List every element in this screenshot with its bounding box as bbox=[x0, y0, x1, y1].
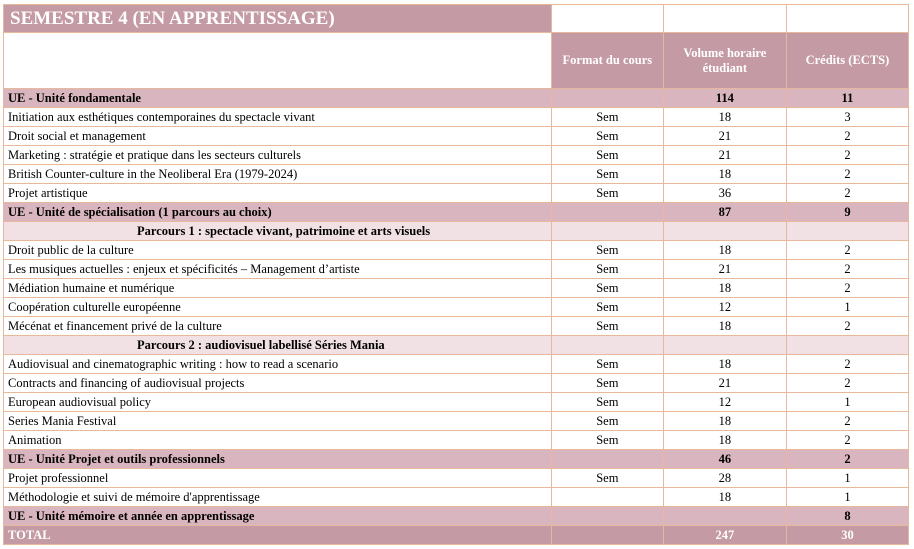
course-format: Sem bbox=[551, 298, 663, 317]
course-volume: 18 bbox=[663, 108, 786, 127]
course-name: Projet artistique bbox=[4, 184, 552, 203]
total-credits: 30 bbox=[786, 526, 908, 545]
course-name: Les musiques actuelles : enjeux et spécificités – Management d’artiste bbox=[4, 260, 552, 279]
course-credits: 2 bbox=[786, 317, 908, 336]
course-credits: 2 bbox=[786, 127, 908, 146]
course-format: Sem bbox=[551, 127, 663, 146]
course-name: Projet professionnel bbox=[4, 469, 552, 488]
course-format: Sem bbox=[551, 279, 663, 298]
table-row bbox=[4, 469, 909, 488]
header-volume: Volume horaire étudiant bbox=[663, 33, 786, 89]
course-format: Sem bbox=[551, 260, 663, 279]
course-name: Droit social et management bbox=[4, 127, 552, 146]
course-volume: 21 bbox=[663, 260, 786, 279]
table-row bbox=[4, 298, 909, 317]
ue-credits: 9 bbox=[786, 203, 908, 222]
course-name: Méthodologie et suivi de mémoire d'apprentissage bbox=[4, 488, 552, 507]
course-volume: 18 bbox=[663, 355, 786, 374]
course-volume: 21 bbox=[663, 146, 786, 165]
course-volume: 12 bbox=[663, 298, 786, 317]
course-name: Mécénat et financement privé de la culture bbox=[4, 317, 552, 336]
course-name: Droit public de la culture bbox=[4, 241, 552, 260]
table-row bbox=[4, 431, 909, 450]
course-format: Sem bbox=[551, 317, 663, 336]
table-row bbox=[4, 241, 909, 260]
course-credits: 2 bbox=[786, 260, 908, 279]
course-volume: 18 bbox=[663, 488, 786, 507]
course-format: Sem bbox=[551, 165, 663, 184]
course-credits: 1 bbox=[786, 469, 908, 488]
course-credits: 2 bbox=[786, 184, 908, 203]
course-credits: 1 bbox=[786, 393, 908, 412]
course-name: Series Mania Festival bbox=[4, 412, 552, 431]
course-credits: 2 bbox=[786, 412, 908, 431]
course-name: Marketing : stratégie et pratique dans les secteurs culturels bbox=[4, 146, 552, 165]
course-name: British Counter-culture in the Neoliberal Era (1979-2024) bbox=[4, 165, 552, 184]
course-format: Sem bbox=[551, 412, 663, 431]
course-format: Sem bbox=[551, 146, 663, 165]
course-format: Sem bbox=[551, 393, 663, 412]
course-volume: 18 bbox=[663, 165, 786, 184]
ue-volume bbox=[663, 507, 786, 526]
semester-title: SEMESTRE 4 (EN APPRENTISSAGE) bbox=[4, 5, 552, 33]
table-row bbox=[4, 184, 909, 203]
semester-table bbox=[3, 4, 909, 545]
table-row bbox=[4, 374, 909, 393]
table-row bbox=[4, 412, 909, 431]
course-volume: 28 bbox=[663, 469, 786, 488]
table-row bbox=[4, 355, 909, 374]
course-credits: 2 bbox=[786, 279, 908, 298]
course-credits: 1 bbox=[786, 488, 908, 507]
ue-row bbox=[4, 507, 909, 526]
header-format: Format du cours bbox=[551, 33, 663, 89]
ue-credits: 11 bbox=[786, 89, 908, 108]
course-name: Médiation humaine et numérique bbox=[4, 279, 552, 298]
course-volume: 12 bbox=[663, 393, 786, 412]
parcours-label: Parcours 1 : spectacle vivant, patrimoine et arts visuels bbox=[4, 222, 552, 241]
course-credits: 2 bbox=[786, 374, 908, 393]
ue-row bbox=[4, 450, 909, 469]
course-volume: 18 bbox=[663, 317, 786, 336]
course-name: Contracts and financing of audiovisual projects bbox=[4, 374, 552, 393]
total-label: TOTAL bbox=[4, 526, 552, 545]
course-credits: 2 bbox=[786, 165, 908, 184]
ue-volume: 87 bbox=[663, 203, 786, 222]
course-volume: 21 bbox=[663, 127, 786, 146]
course-name: Audiovisual and cinematographic writing : how to read a scenario bbox=[4, 355, 552, 374]
course-format bbox=[551, 488, 663, 507]
course-format: Sem bbox=[551, 241, 663, 260]
course-credits: 2 bbox=[786, 241, 908, 260]
course-format: Sem bbox=[551, 355, 663, 374]
course-credits: 1 bbox=[786, 298, 908, 317]
course-volume: 18 bbox=[663, 412, 786, 431]
ue-credits: 8 bbox=[786, 507, 908, 526]
table-row bbox=[4, 127, 909, 146]
ue-volume: 114 bbox=[663, 89, 786, 108]
table-row bbox=[4, 279, 909, 298]
table-row bbox=[4, 393, 909, 412]
total-row bbox=[4, 526, 909, 545]
header-row bbox=[4, 33, 909, 89]
course-volume: 36 bbox=[663, 184, 786, 203]
parcours-label: Parcours 2 : audiovisuel labellisé Séries Mania bbox=[4, 336, 552, 355]
course-name: Animation bbox=[4, 431, 552, 450]
table-row bbox=[4, 488, 909, 507]
course-format: Sem bbox=[551, 374, 663, 393]
course-format: Sem bbox=[551, 431, 663, 450]
table-row bbox=[4, 108, 909, 127]
course-credits: 2 bbox=[786, 146, 908, 165]
header-credits: Crédits (ECTS) bbox=[786, 33, 908, 89]
table-row bbox=[4, 146, 909, 165]
course-name: Coopération culturelle européenne bbox=[4, 298, 552, 317]
total-volume: 247 bbox=[663, 526, 786, 545]
table-row bbox=[4, 317, 909, 336]
ue-row bbox=[4, 203, 909, 222]
course-format: Sem bbox=[551, 184, 663, 203]
course-name: Initiation aux esthétiques contemporaines du spectacle vivant bbox=[4, 108, 552, 127]
ue-label: UE - Unité fondamentale bbox=[4, 89, 552, 108]
ue-label: UE - Unité mémoire et année en apprentissage bbox=[4, 507, 552, 526]
course-name: European audiovisual policy bbox=[4, 393, 552, 412]
course-volume: 21 bbox=[663, 374, 786, 393]
course-volume: 18 bbox=[663, 279, 786, 298]
course-credits: 2 bbox=[786, 431, 908, 450]
ue-volume: 46 bbox=[663, 450, 786, 469]
table-row bbox=[4, 260, 909, 279]
course-volume: 18 bbox=[663, 431, 786, 450]
course-format: Sem bbox=[551, 108, 663, 127]
title-row bbox=[4, 5, 909, 33]
course-format: Sem bbox=[551, 469, 663, 488]
ue-label: UE - Unité de spécialisation (1 parcours au choix) bbox=[4, 203, 552, 222]
course-credits: 3 bbox=[786, 108, 908, 127]
ue-label: UE - Unité Projet et outils professionnels bbox=[4, 450, 552, 469]
course-volume: 18 bbox=[663, 241, 786, 260]
ue-row bbox=[4, 89, 909, 108]
table-row bbox=[4, 165, 909, 184]
course-credits: 2 bbox=[786, 355, 908, 374]
parcours-row bbox=[4, 336, 909, 355]
ue-credits: 2 bbox=[786, 450, 908, 469]
parcours-row bbox=[4, 222, 909, 241]
